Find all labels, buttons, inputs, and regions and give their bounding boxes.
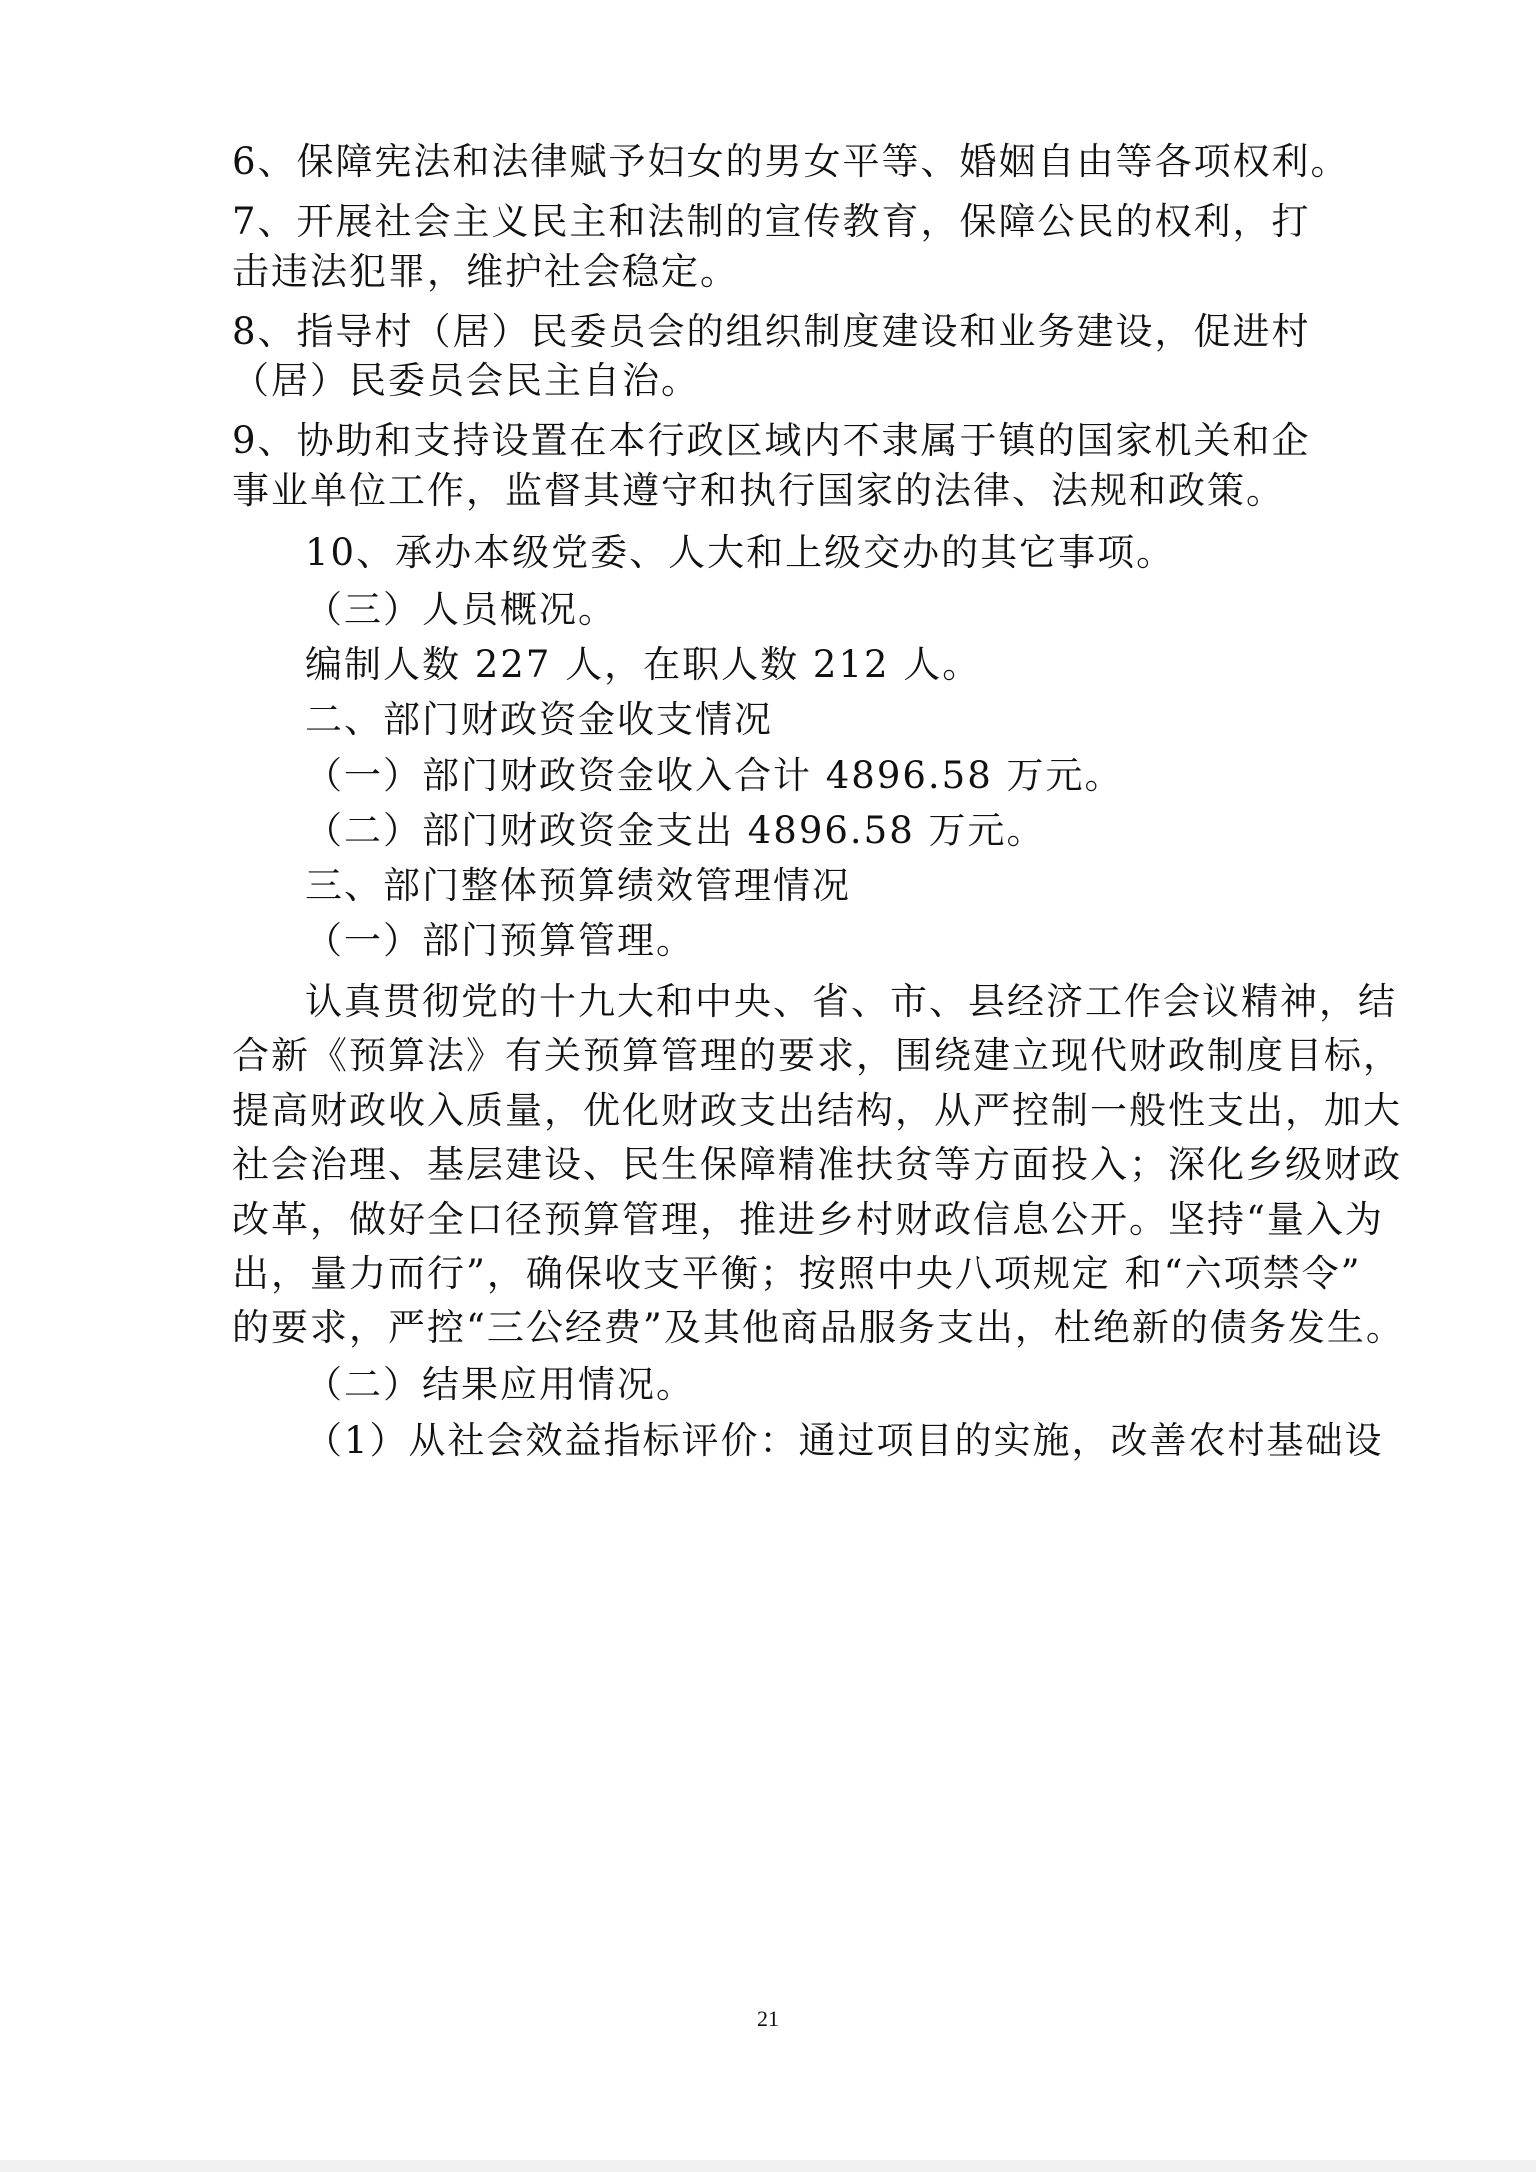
- paragraph-10: 10、承办本级党委、人大和上级交办的其它事项。: [305, 531, 1176, 574]
- budget-heading: （一）部门预算管理。: [305, 919, 695, 962]
- results-heading: （二）结果应用情况。: [305, 1363, 695, 1406]
- budget-body-line-7: 的要求，严控“三公经费”及其他商品服务支出，杜绝新的债务发生。: [232, 1306, 1405, 1349]
- expense-line: （二）部门财政资金支出 4896.58 万元。: [305, 809, 1046, 852]
- paragraph-9-line-1: 9、协助和支持设置在本行政区域内不隶属于镇的国家机关和企: [232, 419, 1311, 462]
- page-bottom-edge: [0, 2160, 1536, 2172]
- staff-heading: （三）人员概况。: [305, 588, 617, 631]
- budget-body-line-1: 认真贯彻党的十九大和中央、省、市、县经济工作会议精神，结: [305, 980, 1397, 1023]
- staff-count: 编制人数 227 人，在职人数 212 人。: [305, 643, 982, 686]
- section-3-heading: 三、部门整体预算绩效管理情况: [305, 864, 851, 907]
- page-number: 21: [757, 2006, 779, 2031]
- budget-body-line-4: 社会治理、基层建设、民生保障精准扶贫等方面投入；深化乡级财政: [232, 1143, 1402, 1186]
- budget-body-line-2: 合新《预算法》有关预算管理的要求，围绕建立现代财政制度目标，: [232, 1034, 1402, 1077]
- paragraph-8-line-2: （居）民委员会民主自治。: [232, 359, 700, 402]
- paragraph-9-line-2: 事业单位工作，监督其遵守和执行国家的法律、法规和政策。: [232, 469, 1285, 512]
- budget-body-line-6: 出，量力而行”，确保收支平衡；按照中央八项规定 和“六项禁令”: [232, 1252, 1362, 1295]
- paragraph-7-line-2: 击违法犯罪，维护社会稳定。: [232, 250, 739, 293]
- budget-body-line-5: 改革，做好全口径预算管理，推进乡村财政信息公开。坚持“量入为: [232, 1198, 1384, 1241]
- paragraph-6-line-1: 6、保障宪法和法律赋予妇女的男女平等、婚姻自由等各项权利。: [232, 140, 1350, 183]
- income-line: （一）部门财政资金收入合计 4896.58 万元。: [305, 754, 1124, 797]
- budget-body-line-3: 提高财政收入质量，优化财政支出结构，从严控制一般性支出，加大: [232, 1089, 1402, 1132]
- paragraph-8-line-1: 8、指导村（居）民委员会的组织制度建设和业务建设，促进村: [232, 310, 1311, 353]
- paragraph-7-line-1: 7、开展社会主义民主和法制的宣传教育，保障公民的权利，打: [232, 200, 1311, 243]
- section-2-heading: 二、部门财政资金收支情况: [305, 698, 773, 741]
- results-item-1: （1）从社会效益指标评价：通过项目的实施，改善农村基础设: [305, 1419, 1384, 1462]
